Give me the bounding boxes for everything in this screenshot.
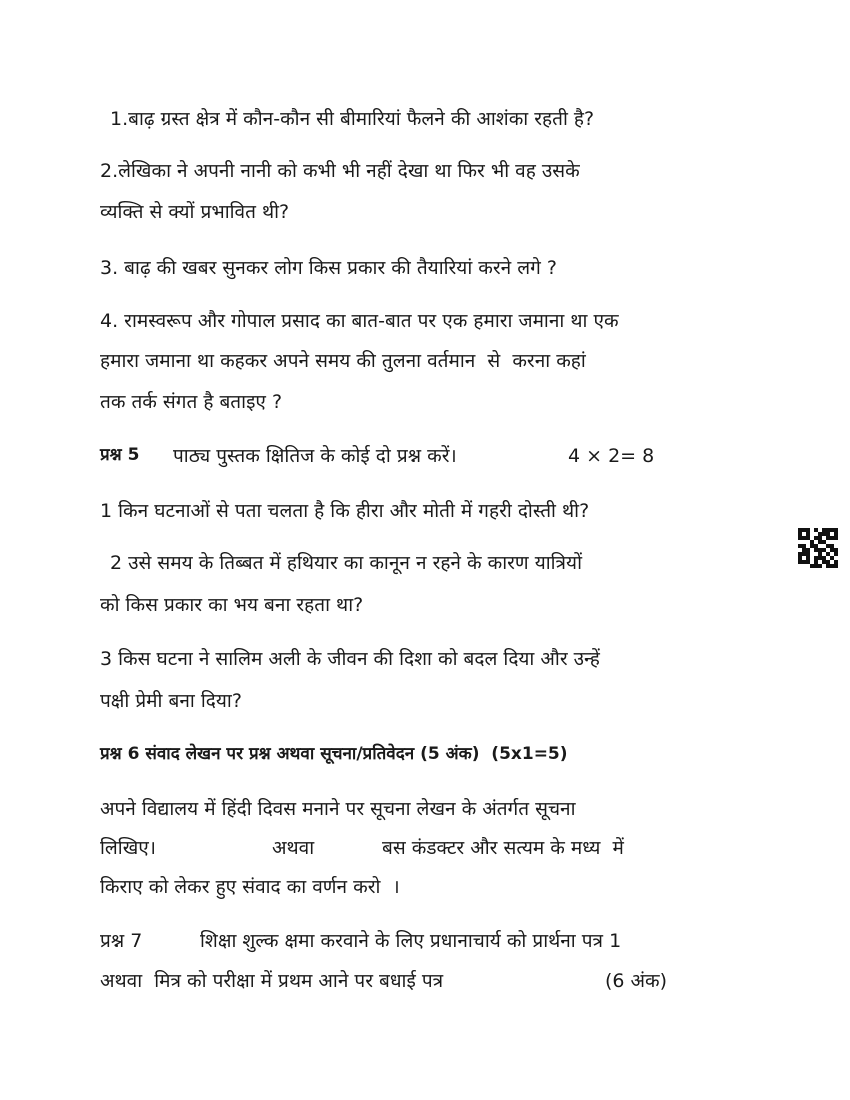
q5-question-3-line-2: पक्षी प्रेमी बना दिया? — [100, 690, 242, 712]
question-3: 3. बाढ़ की खबर सुनकर लोग किस प्रकार की तैयारियां करने लगे ? — [100, 257, 557, 279]
question-6-line-2-start: लिखिए। — [100, 837, 156, 859]
qr-code-icon — [798, 528, 838, 568]
question-4-line-3: तक तर्क संगत है बताइए ? — [100, 391, 283, 413]
question-6-heading: प्रश्न 6 संवाद लेखन पर प्रश्न अथवा सूचना/प्रतिवेदन (5 अंक) (5x1=5) — [100, 744, 568, 764]
question-5-title: पाठ्य पुस्तक क्षितिज के कोई दो प्रश्न करें। — [173, 445, 457, 467]
question-2-line-1: 2.लेखिका ने अपनी नानी को कभी भी नहीं देखा था फिर भी वह उसके — [100, 160, 580, 182]
q5-question-2-line-1: 2 उसे समय के तिब्बत में हथियार का कानून न रहने के कारण यात्रियों — [110, 552, 582, 574]
q5-question-1: 1 किन घटनाओं से पता चलता है कि हीरा और मोती में गहरी दोस्ती थी? — [100, 500, 590, 522]
question-7-line-2: अथवा मित्र को परीक्षा में प्रथम आने पर बधाई पत्र — [100, 970, 444, 992]
question-6-line-2-end: बस कंडक्टर और सत्यम के मध्य में — [382, 837, 624, 859]
question-2-line-2: व्यक्ति से क्यों प्रभावित थी? — [100, 201, 290, 223]
question-4-line-1: 4. रामस्वरूप और गोपाल प्रसाद का बात-बात पर एक हमारा जमाना था एक — [100, 310, 619, 332]
question-5-marks: 4 × 2= 8 — [568, 445, 655, 467]
q5-question-3-line-1: 3 किस घटना ने सालिम अली के जीवन की दिशा को बदल दिया और उन्हें — [100, 648, 600, 670]
question-7-line-1: शिक्षा शुल्क क्षमा करवाने के लिए प्रधानाचार्य को प्रार्थना पत्र 1 — [200, 930, 622, 952]
question-7-heading: प्रश्न 7 — [100, 930, 143, 952]
question-6-or: अथवा — [272, 837, 315, 859]
question-6-line-1: अपने विद्यालय में हिंदी दिवस मनाने पर सूचना लेखन के अंतर्गत सूचना — [100, 798, 576, 820]
question-6-line-3: किराए को लेकर हुए संवाद का वर्णन करो । — [100, 876, 400, 898]
question-4-line-2: हमारा जमाना था कहकर अपने समय की तुलना वर्तमान से करना कहां — [100, 350, 586, 372]
q5-question-2-line-2: को किस प्रकार का भय बना रहता था? — [100, 594, 364, 616]
question-5-heading: प्रश्न 5 — [100, 445, 140, 465]
question-1: 1.बाढ़ ग्रस्त क्षेत्र में कौन-कौन सी बीमारियां फैलने की आशंका रहती है? — [110, 108, 595, 130]
question-7-marks: (6 अंक) — [605, 970, 668, 992]
